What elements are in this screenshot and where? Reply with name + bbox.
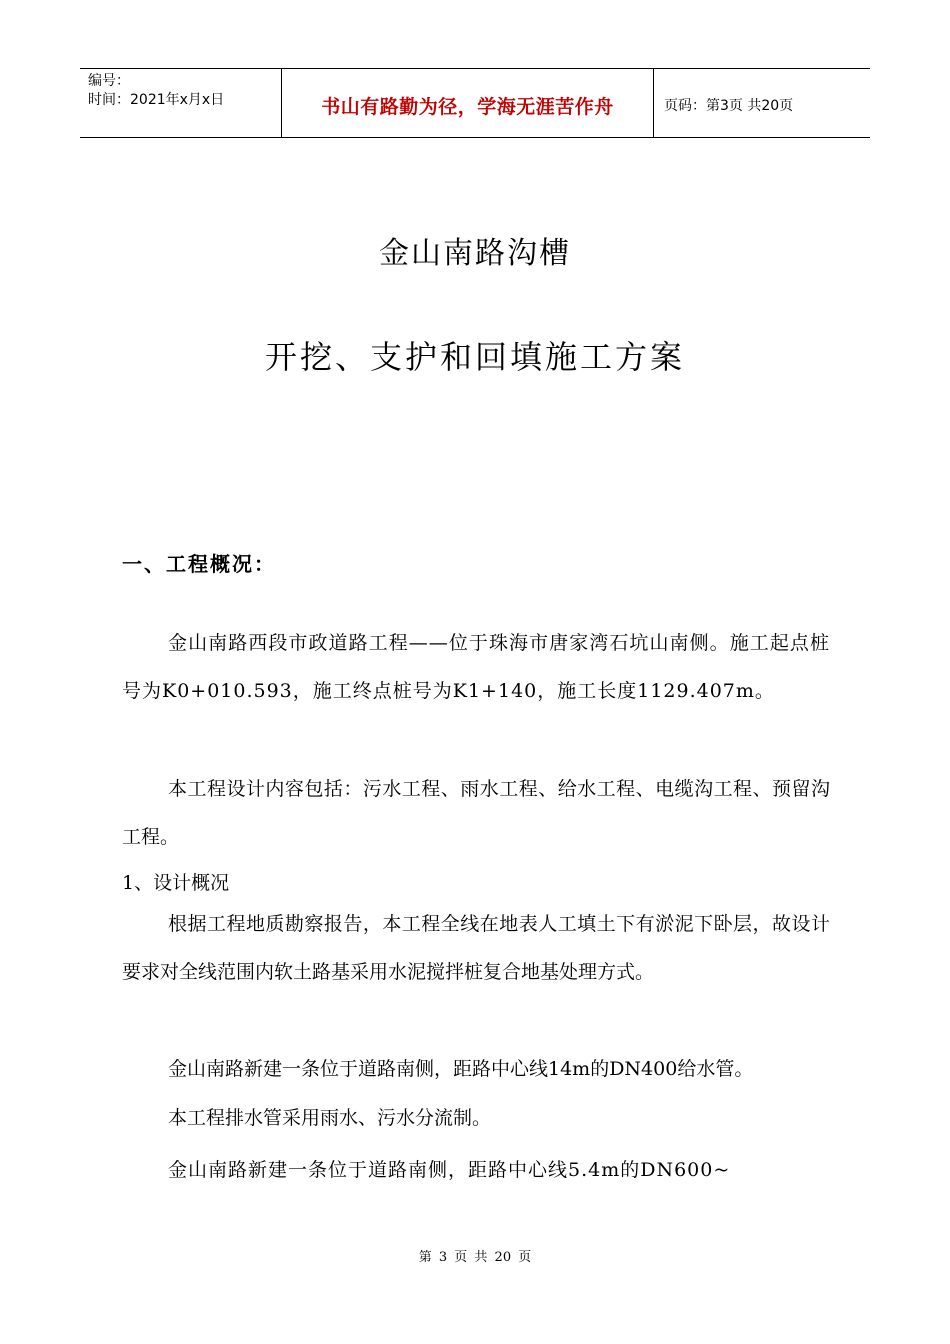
document-date: 时间：2021年x月x日 bbox=[88, 92, 225, 108]
paragraph-sewer-pipe: 金山南路新建一条位于道路南侧，距路中心线5.4m的DN600~ bbox=[168, 1159, 731, 1181]
header-motto: 书山有路勤为径，学海无涯苦作舟 bbox=[321, 95, 614, 118]
section-heading: 一、工程概况： bbox=[122, 552, 276, 576]
subsection-heading: 1、设计概况 bbox=[122, 872, 230, 894]
header-motto-cell bbox=[281, 69, 654, 137]
document-header bbox=[80, 68, 870, 138]
paragraph-project-location: 金山南路西段市政道路工程——位于珠海市唐家湾石坑山南侧。施工起点桩号为K0+010.593，施工终点桩号为K1+140，施工长度1129.407m。 bbox=[122, 632, 830, 702]
paragraph-design-scope: 本工程设计内容包括：污水工程、雨水工程、给水工程、电缆沟工程、预留沟工程。 bbox=[122, 778, 830, 848]
header-page-cell bbox=[654, 69, 870, 137]
header-page-info: 页码：第3页 共20页 bbox=[664, 98, 794, 114]
document-number-label: 编号： bbox=[88, 73, 130, 89]
paragraph-drainage: 本工程排水管采用雨水、污水分流制。 bbox=[168, 1107, 492, 1129]
paragraph-geology: 根据工程地质勘察报告，本工程全线在地表人工填土下有淤泥下卧层，故设计要求对全线范围内软土路基采用水泥搅拌桩复合地基处理方式。 bbox=[122, 913, 830, 983]
document-title-line1: 金山南路沟槽 bbox=[379, 236, 571, 271]
document-title-line2: 开挖、支护和回填施工方案 bbox=[264, 338, 685, 376]
page-footer: 第 3 页 共 20 页 bbox=[418, 1250, 532, 1265]
paragraph-water-pipe: 金山南路新建一条位于道路南侧，距路中心线14m的DN400给水管。 bbox=[168, 1058, 754, 1080]
header-meta-cell bbox=[80, 69, 281, 137]
